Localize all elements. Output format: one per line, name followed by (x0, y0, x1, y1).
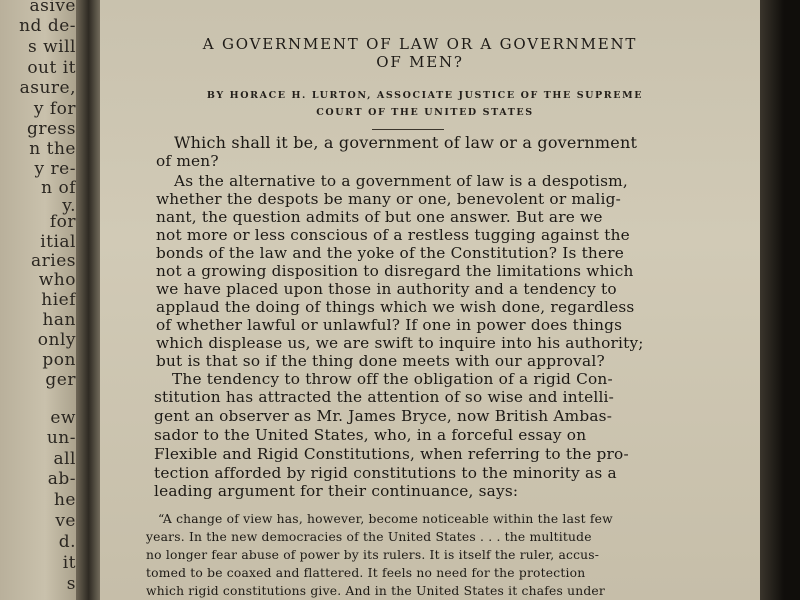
paragraph-line: applaud the doing of things which we wish done, regardless (156, 298, 635, 316)
left-page-line: n the (29, 139, 76, 159)
left-page-line: hief (41, 290, 76, 310)
paragraph-line: bonds of the law and the yoke of the Constitution? Is there (156, 244, 624, 262)
left-page-line: aries (31, 251, 76, 271)
paragraph-line: tection afforded by rigid constitutions to the minority as a (154, 464, 617, 482)
quote-line: tomed to be coaxed and flattered. It feels no need for the protection (146, 566, 586, 580)
paragraph-line: gent an observer as Mr. James Bryce, now British Ambas- (154, 407, 613, 425)
paragraph-line: not more or less conscious of a restless tugging against the (156, 226, 630, 244)
left-page-line: he (53, 490, 76, 510)
left-page-line: for (49, 212, 76, 232)
article-title-line: OF MEN? (376, 53, 464, 71)
left-page-line: han (42, 310, 76, 330)
left-page-line: out it (27, 58, 76, 78)
right-page (100, 0, 764, 600)
left-page-line: it (62, 553, 76, 573)
left-page-line: ger (45, 370, 76, 390)
quote-line: years. In the new democracies of the United States . . . the multitude (146, 530, 592, 544)
left-page-line: who (38, 270, 76, 290)
paragraph-line: nant, the question admits of but one answer. But are we (156, 208, 603, 226)
paragraph-line: leading argument for their continuance, says: (154, 482, 519, 500)
article-title-line: A GOVERNMENT OF LAW OR A GOVERNMENT (202, 35, 638, 53)
left-page-line: s (66, 574, 76, 594)
left-page (0, 0, 82, 600)
left-page-line: itial (40, 232, 76, 252)
paragraph-line: of whether lawful or unlawful? If one in power does things (156, 316, 623, 334)
left-page-line: ve (55, 511, 76, 531)
left-page-line: pon (42, 350, 76, 370)
left-page-line: d. (58, 532, 76, 552)
paragraph-line: As the alternative to a government of law is a despotism, (174, 172, 628, 190)
quote-line: “A change of view has, however, become noticeable within the last few (158, 512, 613, 526)
paragraph-line: The tendency to throw off the obligation of a rigid Con- (172, 370, 613, 388)
title-divider (372, 129, 444, 130)
left-page-line: only (37, 330, 76, 350)
left-page-line: y. (62, 196, 76, 216)
paragraph-line: not a growing disposition to disregard the limitations which (156, 262, 634, 280)
left-page-line: nd de- (19, 16, 76, 36)
paragraph-line: Flexible and Rigid Constitutions, when referring to the pro- (154, 445, 629, 463)
left-page-line: ab- (47, 469, 76, 489)
paragraph-line: which displease us, we are swift to inquire into his authority; (156, 334, 644, 352)
left-page-line: gress (26, 119, 76, 139)
paragraph-line: but is that so if the thing done meets with our approval? (156, 352, 605, 370)
byline-line: COURT OF THE UNITED STATES (316, 107, 534, 118)
left-page-line: y for (33, 99, 76, 119)
paragraph-line: Which shall it be, a government of law or a government (174, 133, 638, 152)
paragraph-line: we have placed upon those in authority and a tendency to (156, 280, 617, 298)
left-page-line: all (53, 449, 76, 469)
paragraph-line: stitution has attracted the attention of so wise and intelli- (154, 388, 615, 406)
book-edge-shadow (760, 0, 800, 600)
paragraph-line: whether the despots be many or one, benevolent or malig- (156, 190, 621, 208)
left-page-line: ew (50, 408, 76, 428)
left-page-line: s will (28, 37, 76, 57)
paragraph-line: sador to the United States, who, in a forceful essay on (154, 426, 587, 444)
quote-line: which rigid constitutions give. And in the United States it chafes under (146, 584, 605, 598)
left-page-line: asure, (19, 78, 76, 98)
left-page-line: asive (29, 0, 76, 16)
quote-line: no longer fear abuse of power by its rulers. It is itself the ruler, accus- (146, 548, 600, 562)
paragraph-line: of men? (156, 152, 219, 170)
left-page-line: n of (41, 178, 76, 198)
left-page-line: y re- (34, 159, 76, 179)
byline-line: BY HORACE H. LURTON, ASSOCIATE JUSTICE OF THE SUPREME (206, 90, 644, 101)
left-page-line: un- (46, 428, 76, 448)
